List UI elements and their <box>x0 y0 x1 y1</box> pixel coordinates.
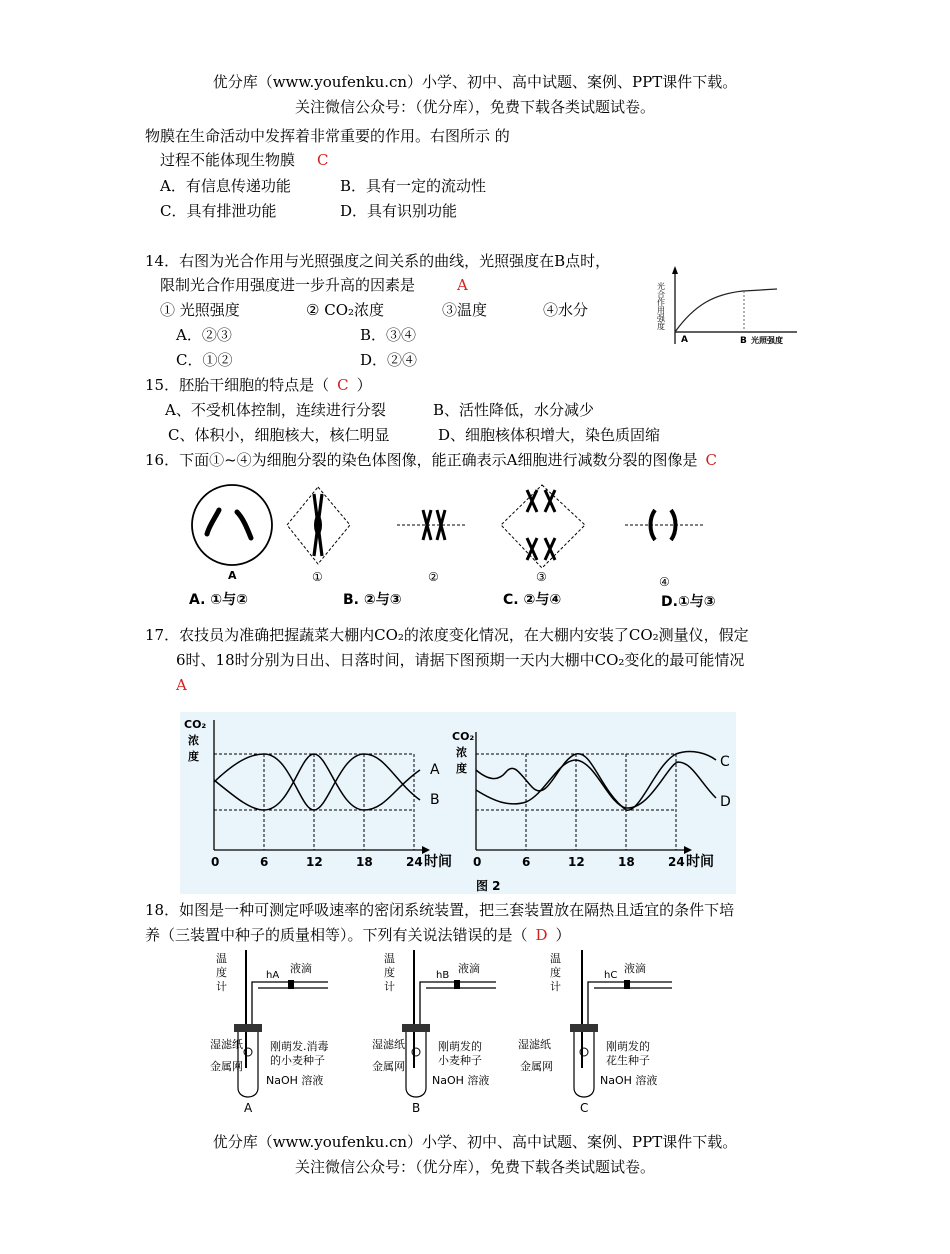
q14-factor-4: ④水分 <box>543 301 589 319</box>
q17-right-tick: 24 <box>668 855 685 869</box>
q18-label-b: B <box>412 1101 421 1115</box>
q17-label-d: D <box>720 794 731 810</box>
q14-graph-point-b: B <box>740 336 747 346</box>
q18-thermo-label: 温 <box>216 952 227 965</box>
q18-droplet <box>288 980 294 989</box>
q14-graph-point-a: A <box>681 335 688 345</box>
q17-stem-1: 17．农技员为准确把握蔬菜大棚内CO₂的浓度变化情况，在大棚内安装了CO₂测量仪，假定 <box>145 626 749 644</box>
q18-thermo-label: 度 <box>550 966 561 979</box>
q18-seed-label-c1: 刚萌发的 <box>606 1040 650 1053</box>
q18-paper-label: 湿滤纸 <box>210 1038 243 1051</box>
q13-answer: C <box>317 151 329 169</box>
q17-ylabel-1-right: CO₂ <box>452 730 475 743</box>
q16-cell-a <box>192 485 272 565</box>
q14-factor-1: ① 光照强度 <box>160 301 240 319</box>
q17-ylabel-2-right: 浓 <box>456 746 467 759</box>
q17-ylabel-3-right: 度 <box>456 762 467 775</box>
q17-right-tick: 18 <box>618 855 635 869</box>
q16-num-3: ③ <box>536 570 547 584</box>
q17-left-tick: 24 <box>406 855 423 869</box>
q18-droplet <box>454 980 460 989</box>
q14-factor-2: ② CO₂浓度 <box>306 301 385 319</box>
q17-answer: A <box>176 676 187 694</box>
q17-ylabel-1-left: CO₂ <box>184 718 207 731</box>
q18-answer: D <box>535 926 548 944</box>
q18-figure <box>210 948 690 1118</box>
q14-light-graph <box>655 266 805 356</box>
q17-left-tick: 0 <box>211 855 220 869</box>
q18-paper-label: 湿滤纸 <box>518 1038 551 1051</box>
q18-paper-label: 湿滤纸 <box>372 1038 405 1051</box>
q17-stem-2: 6时、18时分别为日出、日落时间，请据下图预期一天内大棚中CO₂变化的最可能情况 <box>176 651 745 669</box>
q16-num-2: ② <box>428 570 439 584</box>
q14-option-b: B．③④ <box>360 326 417 344</box>
q17-left-xlabel: 时间 <box>424 854 452 870</box>
q15-stem: 15．胚胎干细胞的特点是（ C ） <box>145 376 372 394</box>
q14-y-arrow-icon <box>672 266 678 274</box>
q18-mesh-label: 金属网 <box>210 1060 243 1073</box>
q17-ylabel-2-left: 浓 <box>188 734 199 747</box>
q18-seed-label-b1: 刚萌发的 <box>438 1040 482 1053</box>
q18-seed-label-a1: 刚萌发.消毒 <box>270 1040 329 1053</box>
q15-option-a: A、不受机体控制，连续进行分裂 <box>165 401 386 419</box>
q16-chromosome <box>237 512 251 538</box>
footer-line-2: 关注微信公众号：（优分库），免费下载各类试题试卷。 <box>294 1158 655 1176</box>
q18-seed-label-c2: 花生种子 <box>606 1054 650 1067</box>
q18-thermo-label: 温 <box>384 952 395 965</box>
q15-option-d: D、细胞核体积增大，染色质固缩 <box>438 426 661 444</box>
q16-cell-label: A <box>228 569 237 582</box>
q14-option-c: C．①② <box>176 351 233 369</box>
q18-apparatus-c <box>518 950 672 1115</box>
q13-stem-1: 物膜在生命活动中发挥着非常重要的作用。右图所示 的 <box>145 127 510 145</box>
q18-naoh-label: NaOH 溶液 <box>600 1074 658 1087</box>
q18-thermo-label: 温 <box>550 952 561 965</box>
header-line-1: 优分库（www.youfenku.cn）小学、初中、高中试题、案例、PPT课件下载。 <box>212 73 738 91</box>
q17-figure <box>180 712 740 894</box>
q18-seed-label-a2: 的小麦种子 <box>270 1054 325 1067</box>
q15-option-c: C、体积小，细胞核大，核仁明显 <box>168 426 390 444</box>
q16-spindle-3 <box>501 485 585 568</box>
q18-thermo-label: 计 <box>384 980 395 993</box>
q18-thermo-label: 计 <box>550 980 561 993</box>
q17-caption: 图 2 <box>476 879 501 893</box>
q16-chromosome <box>314 515 322 535</box>
q14-answer: A <box>457 276 468 294</box>
q14-stem-1: 14．右图为光合作用与光照强度之间关系的曲线，光照强度在B点时， <box>145 252 611 270</box>
q16-figure <box>185 482 785 612</box>
q18-apparatus-b <box>372 950 496 1115</box>
q18-stem-2: 养（三装置中种子的质量相等）。下列有关说法错误的是（ D ） <box>145 926 571 944</box>
q16-num-1: ① <box>312 570 323 584</box>
q16-answer: C <box>705 451 717 469</box>
q18-apparatus-a <box>210 950 329 1115</box>
q16-fig-option-a: A. ①与② <box>189 592 248 608</box>
q13-stem-2: 过程不能体现生物膜 C <box>160 151 329 169</box>
q13-option-a: A．有信息传递功能 <box>160 177 291 195</box>
q18-seed-label-b2: 小麦种子 <box>438 1054 482 1067</box>
q18-label-c: C <box>580 1101 589 1115</box>
q18-h-label-a: hA <box>266 970 280 981</box>
q17-left-tick: 6 <box>260 855 269 869</box>
q16-chromosome <box>527 490 555 560</box>
q17-label-b: B <box>430 792 440 808</box>
q18-stem-1: 18．如图是一种可测定呼吸速率的密闭系统装置，把三套装置放在隔热且适宜的条件下培 <box>145 901 735 919</box>
q13-option-c: C．具有排泄功能 <box>160 202 277 220</box>
q15-answer: C <box>337 376 349 394</box>
q17-right-tick: 6 <box>522 855 531 869</box>
q14-factor-3: ③温度 <box>442 301 488 319</box>
q13-option-b: B．具有一定的流动性 <box>340 177 487 195</box>
q18-mesh-label: 金属网 <box>520 1060 553 1073</box>
q14-stem-2: 限制光合作用强度进一步升高的因素是 A <box>160 276 468 294</box>
q18-drop-label: 液滴 <box>290 962 312 975</box>
q14-option-d: D．②④ <box>360 351 418 369</box>
q16-stem: 16．下面①~④为细胞分裂的染色体图像，能正确表示A细胞进行减数分裂的图像是 C <box>145 451 717 469</box>
q13-option-d: D．具有识别功能 <box>340 202 458 220</box>
q17-right-tick: 12 <box>568 855 585 869</box>
q17-ylabel-3-left: 度 <box>188 750 199 763</box>
q18-thermo-label: 计 <box>216 980 227 993</box>
q17-left-tick: 18 <box>356 855 373 869</box>
q17-right-tick: 0 <box>473 855 482 869</box>
q18-stopper <box>234 1024 262 1032</box>
q15-option-b: B、活性降低，水分减少 <box>433 401 595 419</box>
header-line-2: 关注微信公众号：（优分库），免费下载各类试题试卷。 <box>294 98 655 116</box>
q18-test-tube <box>574 1028 594 1097</box>
q18-naoh-label: NaOH 溶液 <box>432 1074 490 1087</box>
q16-fig-option-c: C. ②与④ <box>503 592 562 608</box>
q18-drop-label: 液滴 <box>458 962 480 975</box>
q18-h-label-b: hB <box>436 970 450 981</box>
q16-num-4: ④ <box>659 575 670 589</box>
q17-label-c: C <box>720 754 730 770</box>
q17-label-a: A <box>430 762 440 778</box>
q18-stopper <box>402 1024 430 1032</box>
q18-label-a: A <box>244 1101 253 1115</box>
q18-test-tube <box>406 1028 426 1097</box>
q16-fig-option-d: D.①与③ <box>661 594 716 610</box>
q18-drop-label: 液滴 <box>624 962 646 975</box>
q14-option-a: A．②③ <box>176 326 232 344</box>
footer-line-1: 优分库（www.youfenku.cn）小学、初中、高中试题、案例、PPT课件下载。 <box>212 1133 738 1151</box>
q17-left-tick: 12 <box>306 855 323 869</box>
q18-naoh-label: NaOH 溶液 <box>266 1074 324 1087</box>
q18-thermo-label: 度 <box>384 966 395 979</box>
q18-thermo-label: 度 <box>216 966 227 979</box>
q14-curve <box>675 289 777 332</box>
q18-h-label-c: hC <box>604 970 618 981</box>
q14-graph-ylabel: 光合作用强度 <box>656 282 666 330</box>
q16-fig-option-b: B. ②与③ <box>343 592 402 608</box>
q17-right-xlabel: 时间 <box>686 854 714 870</box>
q18-droplet <box>624 980 630 989</box>
q14-graph-xlabel: 光照强度 <box>751 336 783 345</box>
q16-chromosome <box>207 510 219 534</box>
q18-stopper <box>570 1024 598 1032</box>
q18-mesh-label: 金属网 <box>372 1060 405 1073</box>
